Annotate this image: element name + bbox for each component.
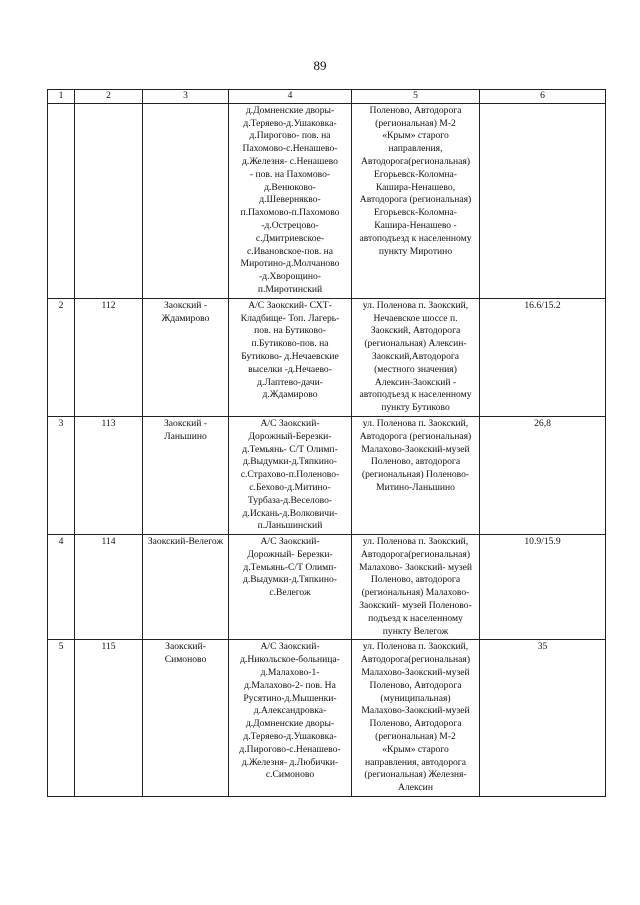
route-stops-cell-line: д.Домненские дворы- (245, 718, 335, 730)
route-roads-cell-line: Митино-Ланьшино (376, 481, 455, 493)
route-roads-cell (352, 103, 480, 298)
row-number-cell: 4 (48, 535, 75, 640)
route-stops-cell-line: д.Малахово-1- (260, 667, 320, 679)
route-register-number-cell: 115 (75, 640, 143, 797)
route-stops-cell-line: с.Дмитриевское- (255, 232, 325, 244)
route-stops-cell-line: д.Шевернякво- (259, 194, 321, 206)
route-length-cell: 35 (480, 640, 606, 797)
table-row (48, 640, 606, 797)
route-stops-cell-line: д.Выдумки-д.Тяпкино- (243, 574, 337, 586)
route-roads-cell-line: ул. Поленова п. Заокский, (362, 417, 469, 429)
route-stops-cell-line: д.Пирогово-с.Ненашево- (239, 743, 341, 755)
route-name-cell (143, 103, 229, 298)
header-row (48, 90, 606, 104)
route-stops-cell-line: д.Темьянь-С/Т Олимп- (243, 561, 337, 573)
route-roads-cell-line: пункту Бутиково (381, 402, 450, 414)
route-stops-cell-line: п.Ланьшинский (257, 520, 323, 532)
route-roads-cell-line: автоподъезд к населенному (359, 389, 472, 401)
route-roads-cell-line: Поленово, автодорога (370, 456, 461, 468)
route-roads-cell-line: ул. Поленова п. Заокский, (362, 536, 469, 548)
route-length-cell: 16.6/15.2 (480, 298, 606, 416)
route-roads-cell-line: (региональная) М-2 (375, 117, 456, 129)
route-stops-cell-line: д.Малахово-2- пов. На (244, 679, 336, 691)
route-length-cell (480, 103, 606, 298)
route-stops-cell-line: Миротино-д.Молчаново (240, 258, 340, 270)
route-name-cell-line: Симоново (164, 654, 207, 666)
route-stops-cell-line: А/С Заокский- СХТ- (248, 299, 332, 311)
page-number: 89 (313, 58, 327, 73)
route-name-cell (143, 298, 229, 416)
route-stops-cell-line: Дорожный-Березки- (248, 430, 332, 442)
route-roads-cell-line: Малахово- Заокский- музей (358, 561, 473, 573)
header-col-2: 2 (75, 90, 143, 104)
route-stops-cell-line: пов. на Бутиково- (254, 325, 326, 337)
row-number-cell (48, 103, 75, 298)
route-stops-cell (229, 103, 352, 298)
route-register-number-cell: 114 (75, 535, 143, 640)
route-roads-cell-line: направления, (388, 143, 443, 155)
route-stops-cell-line: д.Венюково- (264, 181, 316, 193)
route-stops-cell-line: д.Темьянь- С/Т Олимп- (242, 443, 338, 455)
route-roads-cell-line: Поленово, Автодорога (369, 679, 462, 691)
route-stops-cell-line: с.Страхово-п.Поленово- (240, 469, 340, 481)
header-col-3: 3 (143, 90, 229, 104)
route-name-cell (143, 640, 229, 797)
route-roads-cell-line: Заокский,Автодорога (371, 350, 460, 362)
route-roads-cell-line: Автодорога (региональная) (359, 430, 472, 442)
route-roads-cell-line: (региональная) Поленово- (361, 469, 470, 481)
route-roads-cell (352, 535, 480, 640)
route-register-number-cell: 113 (75, 416, 143, 534)
route-stops-cell-line: Пахомово-с.Ненашево- (242, 143, 338, 155)
route-roads-cell (352, 416, 480, 534)
route-name-cell (143, 416, 229, 534)
route-roads-cell-line: Егорьевск-Коломна- (373, 207, 458, 219)
route-name-cell-line: Ланьшино (164, 430, 207, 442)
route-stops-cell-line: д.Искань-д.Волковичи- (242, 507, 338, 519)
route-roads-cell-line: (местного значения) (374, 363, 457, 375)
route-stops-cell-line: д.Домненские дворы- (245, 104, 335, 116)
route-roads-cell-line: Малахово-Заокский-музей (361, 705, 470, 717)
route-stops-cell-line: Кладбище- Топ. Лагерь- (240, 312, 340, 324)
route-roads-cell-line: подъезд к населенному (368, 612, 463, 624)
route-roads-cell-line: Автодорога(региональная) (360, 155, 471, 167)
route-stops-cell-line: А/С Заокский- (260, 417, 320, 429)
route-roads-cell-line: автоподъезд к населенному (359, 232, 472, 244)
route-roads-cell-line: (региональная) Железня- (364, 769, 467, 781)
route-name-cell-line: Заокский-Велегож (147, 536, 224, 548)
route-stops-cell-line: Бутиково- д.Нечаевские (241, 350, 339, 362)
route-roads-cell-line: пункту Велегож (382, 625, 449, 637)
route-stops-cell-line: - пов. на Пахомово- (249, 168, 331, 180)
table-row (48, 416, 606, 534)
route-roads-cell-line: (региональная) М-2 (375, 731, 456, 743)
route-roads-cell-line: Автодорога(региональная) (360, 654, 471, 666)
route-stops-cell-line: с.Бехово-д.Митино- (249, 481, 331, 493)
route-stops-cell-line: д.Пирогово- пов. на (249, 130, 331, 142)
route-stops-cell-line: д.Теряево-д.Ушаковка- (243, 117, 337, 129)
table-row (48, 298, 606, 416)
route-roads-cell-line: пункту Миротино (378, 245, 453, 257)
route-stops-cell-line: п.Миротинский (257, 283, 323, 295)
route-stops-cell (229, 535, 352, 640)
route-stops-cell-line: д.Теряево-д.Ушаковка- (243, 731, 337, 743)
row-number-cell: 2 (48, 298, 75, 416)
route-roads-cell-line: (муниципальная) (380, 692, 451, 704)
route-stops-cell (229, 298, 352, 416)
route-stops-cell-line: с.Велегож (269, 587, 311, 599)
route-name-cell-line: Ждамирово (161, 312, 210, 324)
route-stops-cell-line: п.Пахомово-п.Пахомово (240, 207, 340, 219)
route-stops-cell-line: д.Выдумки-д.Тяпкино- (243, 456, 337, 468)
route-roads-cell-line: Поленово, Автодорога (369, 718, 462, 730)
route-roads-cell-line: направления, автодорога (365, 756, 466, 768)
route-stops-cell-line: с.Ивановское-пов. на (246, 245, 334, 257)
route-stops-cell (229, 416, 352, 534)
route-roads-cell-line: Автодорога (региональная) (359, 194, 472, 206)
table-row (48, 535, 606, 640)
route-stops-cell-line: -д.Острецово- (261, 219, 319, 231)
route-roads-cell-line: (региональная) Алексин- (364, 338, 467, 350)
route-register-number-cell: 112 (75, 298, 143, 416)
route-stops-cell-line: п.Бутиково-пов. на (251, 338, 329, 350)
route-stops-cell-line: д.Железня- д.Любички- (241, 756, 339, 768)
row-number-cell: 5 (48, 640, 75, 797)
row-number-cell: 3 (48, 416, 75, 534)
route-roads-cell (352, 640, 480, 797)
route-stops-cell-line: -д.Хворощино- (259, 271, 321, 283)
route-stops-cell-line: выселки -д.Нечаево- (248, 363, 332, 375)
route-stops-cell-line: д.Железня- с.Ненашево (242, 155, 338, 167)
route-roads-cell-line: Кашира-Ненашево - (374, 219, 457, 231)
route-roads-cell-line: Заокский, Автодорога (370, 325, 461, 337)
route-stops-cell-line: д.Лаптево-дачи- (257, 376, 323, 388)
route-roads-cell (352, 298, 480, 416)
header-col-6: 6 (480, 90, 606, 104)
route-stops-cell-line: Дорожный- Березки- (247, 548, 333, 560)
header-col-5: 5 (352, 90, 480, 104)
route-name-cell-line: Заокский - (163, 417, 208, 429)
route-roads-cell-line: Кашира-Ненашево, (375, 181, 456, 193)
route-length-cell: 26,8 (480, 416, 606, 534)
route-stops-cell-line: д.Никольское-больница- (240, 654, 340, 666)
route-length-cell: 10.9/15.9 (480, 535, 606, 640)
route-stops-cell-line: д.Ждамирово (262, 389, 318, 401)
route-stops-cell-line: Русятино-д.Мышенки- (243, 692, 337, 704)
header-col-4: 4 (229, 90, 352, 104)
route-roads-cell-line: Малахово-Заокский-музей (361, 443, 470, 455)
route-roads-cell-line: (региональная) Малахово- (361, 587, 470, 599)
route-roads-cell-line: Егорьевск-Коломна- (373, 168, 458, 180)
route-name-cell (143, 535, 229, 640)
header-col-1: 1 (48, 90, 75, 104)
route-name-cell-line: Заокский - (163, 299, 208, 311)
route-stops-cell (229, 640, 352, 797)
route-roads-cell-line: Автодорога(региональная) (360, 548, 471, 560)
route-register-number-cell (75, 103, 143, 298)
route-roads-cell-line: Поленово, автодорога (370, 574, 461, 586)
route-roads-cell-line: Заокский- музей Поленово- (359, 600, 472, 612)
route-stops-cell-line: А/С Заокский- (260, 536, 320, 548)
route-roads-cell-line: ул. Поленова п. Заокский, (362, 299, 469, 311)
route-stops-cell-line: с.Симоново (265, 769, 315, 781)
route-roads-cell-line: Алексин (398, 782, 433, 794)
route-roads-cell-line: Алексин-Заокский - (374, 376, 457, 388)
route-stops-cell-line: А/С Заокский- (260, 641, 320, 653)
route-roads-cell-line: «Крым» старого (382, 130, 449, 142)
route-roads-cell-line: Нечаевское шоссе п. (373, 312, 458, 324)
route-stops-cell-line: Турбаза-д.Веселово- (247, 494, 333, 506)
route-roads-cell-line: ул. Поленова п. Заокский, (362, 641, 469, 653)
table-row (48, 103, 606, 298)
route-register-table (47, 89, 606, 797)
route-roads-cell-line: Малахово-Заокский-музей (361, 667, 470, 679)
route-roads-cell-line: Поленово, Автодорога (369, 104, 462, 116)
route-stops-cell-line: д.Александровка- (253, 705, 327, 717)
route-name-cell-line: Заокский- (165, 641, 206, 653)
route-roads-cell-line: «Крым» старого (382, 743, 449, 755)
